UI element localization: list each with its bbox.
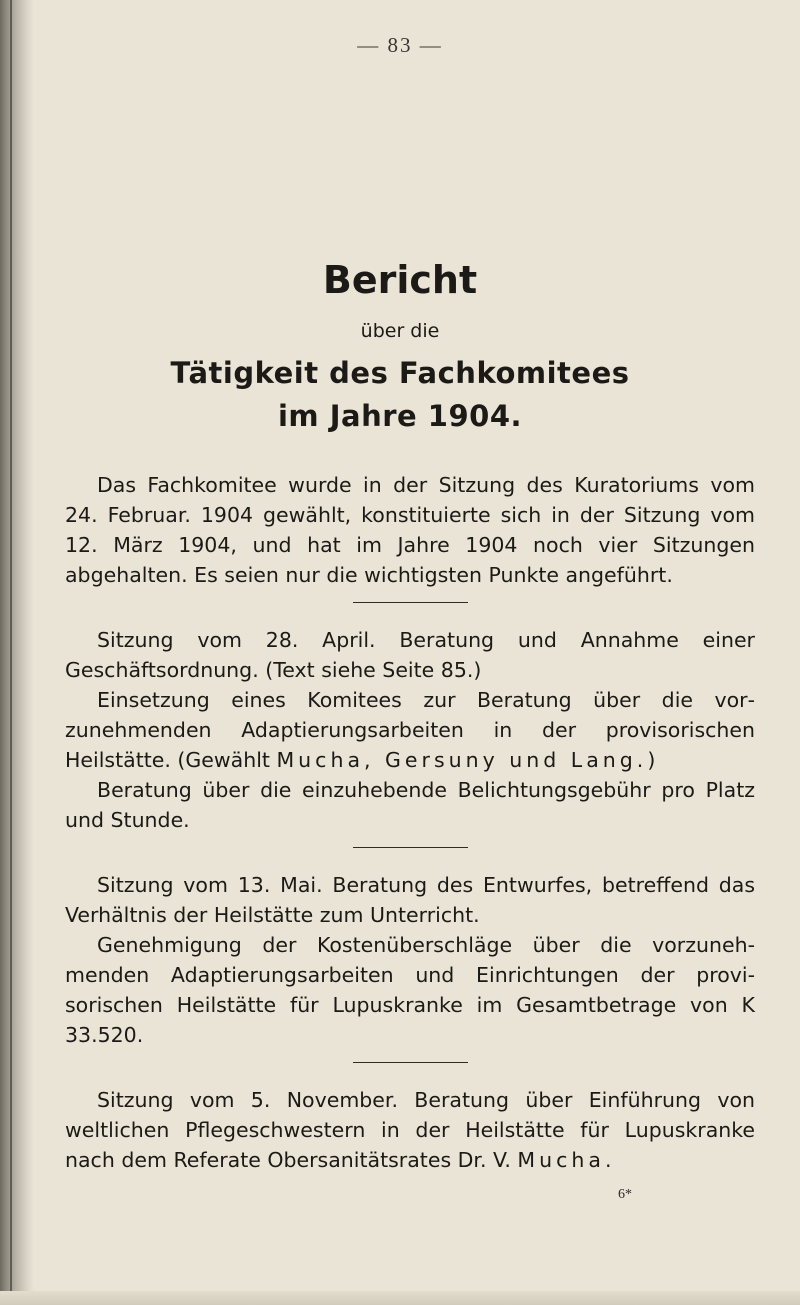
binding-edge xyxy=(10,0,12,1305)
report-title: Bericht xyxy=(322,258,478,302)
session-april-paragraph-2 xyxy=(65,685,755,775)
committee-names: Mucha, Gersuny und Lang. xyxy=(276,748,648,772)
session-november-paragraph xyxy=(65,1085,755,1175)
session-april-paragraph-2-text: Einsetzung eines Komitees zur Beratung über die vorzunehmenden Adaptierungsarbeiten in der provisorischen Heilstätte. (Gewählt xyxy=(65,688,755,772)
page-number: — 83 — xyxy=(357,33,443,57)
separator-rule xyxy=(353,602,468,603)
signature-mark: 6* xyxy=(618,1187,632,1202)
report-subtitle-line3: im Jahre 1904. xyxy=(277,399,523,433)
session-may-paragraph-1: Sitzung vom 13. Mai. Beratung des Entwurfes, betreffend das Verhältnis der Heilstätte zum Unterricht. xyxy=(65,873,755,927)
session-november-end: . xyxy=(604,1148,612,1172)
binding-shadow xyxy=(0,0,34,1305)
report-subtitle-line1: über die xyxy=(360,320,440,342)
report-body xyxy=(65,470,755,1175)
referee-name: Mucha xyxy=(517,1148,605,1172)
separator-rule xyxy=(353,1062,468,1063)
session-april-paragraph-1: Sitzung vom 28. April. Beratung und Annahme einer Geschäftsordnung. (Text siehe Seite 85.) xyxy=(65,628,755,682)
session-may-paragraph-2: Genehmigung der Kostenüberschläge über die vorzunehmenden Adaptierungsarbeiten und Einrichtungen der provisorischen Heilstätte für Lupuskranke im Gesamtbetrage von K 33.520. xyxy=(65,933,755,1047)
intro-paragraph: Das Fachkomitee wurde in der Sitzung des Kuratoriums vom 24. Februar. 1904 gewählt, konstituierte sich in der Sitzung vom 12. März 1904, und hat im Jahre 1904 noch vier Sitzungen abgehalten. Es seien nur die wichtigsten Punkte angeführt. xyxy=(65,473,755,587)
report-subtitle-line2: Tätigkeit des Fachkomitees xyxy=(170,356,630,390)
session-april-paragraph-3: Beratung über die einzuhebende Belichtungsgebühr pro Platz und Stunde. xyxy=(65,778,755,832)
separator-rule xyxy=(353,847,468,848)
session-april-paragraph-2-end: ) xyxy=(647,748,656,772)
session-november-text: Sitzung vom 5. November. Beratung über Einführung von weltlichen Pflegeschwestern in der Heilstätte für Lupuskranke nach dem Referate Obersanitätsrates Dr. V. xyxy=(65,1088,755,1172)
page-bottom-edge xyxy=(0,1291,800,1305)
